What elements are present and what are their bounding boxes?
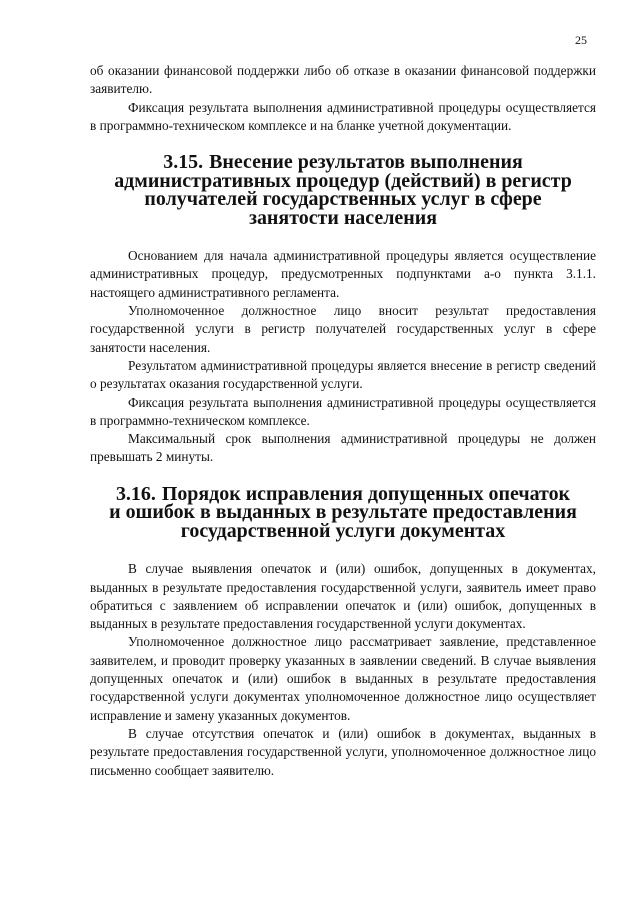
paragraph: В случае отсутствия опечаток и (или) ошибок в документах, выданных в результате предоставления государственной услуги, уполномоченное должностное лицо письменно сообщает заявителю. [90,725,596,778]
paragraph: Основанием для начала административной процедуры является осуществление административных процедур, предусмотренных подпунктами а-о пункта 3.1.1. настоящего административного регламента. [90,248,596,300]
document-body [90,62,596,780]
section-number: 3.15. [163,151,204,174]
paragraph: Результатом административной процедуры является внесение в регистр сведений о результатах оказания государственной услуги. [90,357,596,392]
section-heading-3-16 [90,482,596,542]
section-title: Внесение результатов выполнения административных процедур (действий) в регистр получателей государственных услуг в сфере занятости населения [114,151,572,229]
paragraph: В случае выявления опечаток и (или) ошибок, допущенных в документах, выданных в результате предоставления государственной услуги, заявитель имеет право обратиться с заявлением об исправлении опечаток и (или) ошибок, допущенных в выданных в результате предоставления государственной услуги документах. [90,561,596,632]
section-title: Порядок исправления допущенных опечаток и ошибок в выданных в результате предоставления государственной услуги документах [109,482,577,542]
page-number: 25 [575,33,587,47]
paragraph: Фиксация результата выполнения административной процедуры осуществляется в программно-техническом комплексе и на бланке учетной документации. [90,99,596,133]
section-number: 3.16. [115,482,156,505]
paragraph: Уполномоченное должностное лицо вносит результат предоставления государственной услуги в регистр получателей государственных услуг в сфере занятости населения. [90,303,596,355]
paragraph: Уполномоченное должностное лицо рассматривает заявление, представленное заявителем, и проводит проверку указанных в заявлении сведений. В случае выявления допущенных опечаток и (или) ошибок в выданных в результате предоставления государственной услуги документах уполномоченное должностное лицо осуществляет исправление и замену указанных документов. [90,634,596,723]
paragraph: Максимальный срок выполнения административной процедуры не должен превышать 2 минуты. [90,431,596,465]
paragraph: Фиксация результата выполнения административной процедуры осуществляется в программно-техническом комплексе. [90,394,596,428]
section-heading-3-15 [90,153,596,227]
continued-paragraph: об оказании финансовой поддержки либо об отказе в оказании финансовой поддержки заявителю. [90,63,596,97]
